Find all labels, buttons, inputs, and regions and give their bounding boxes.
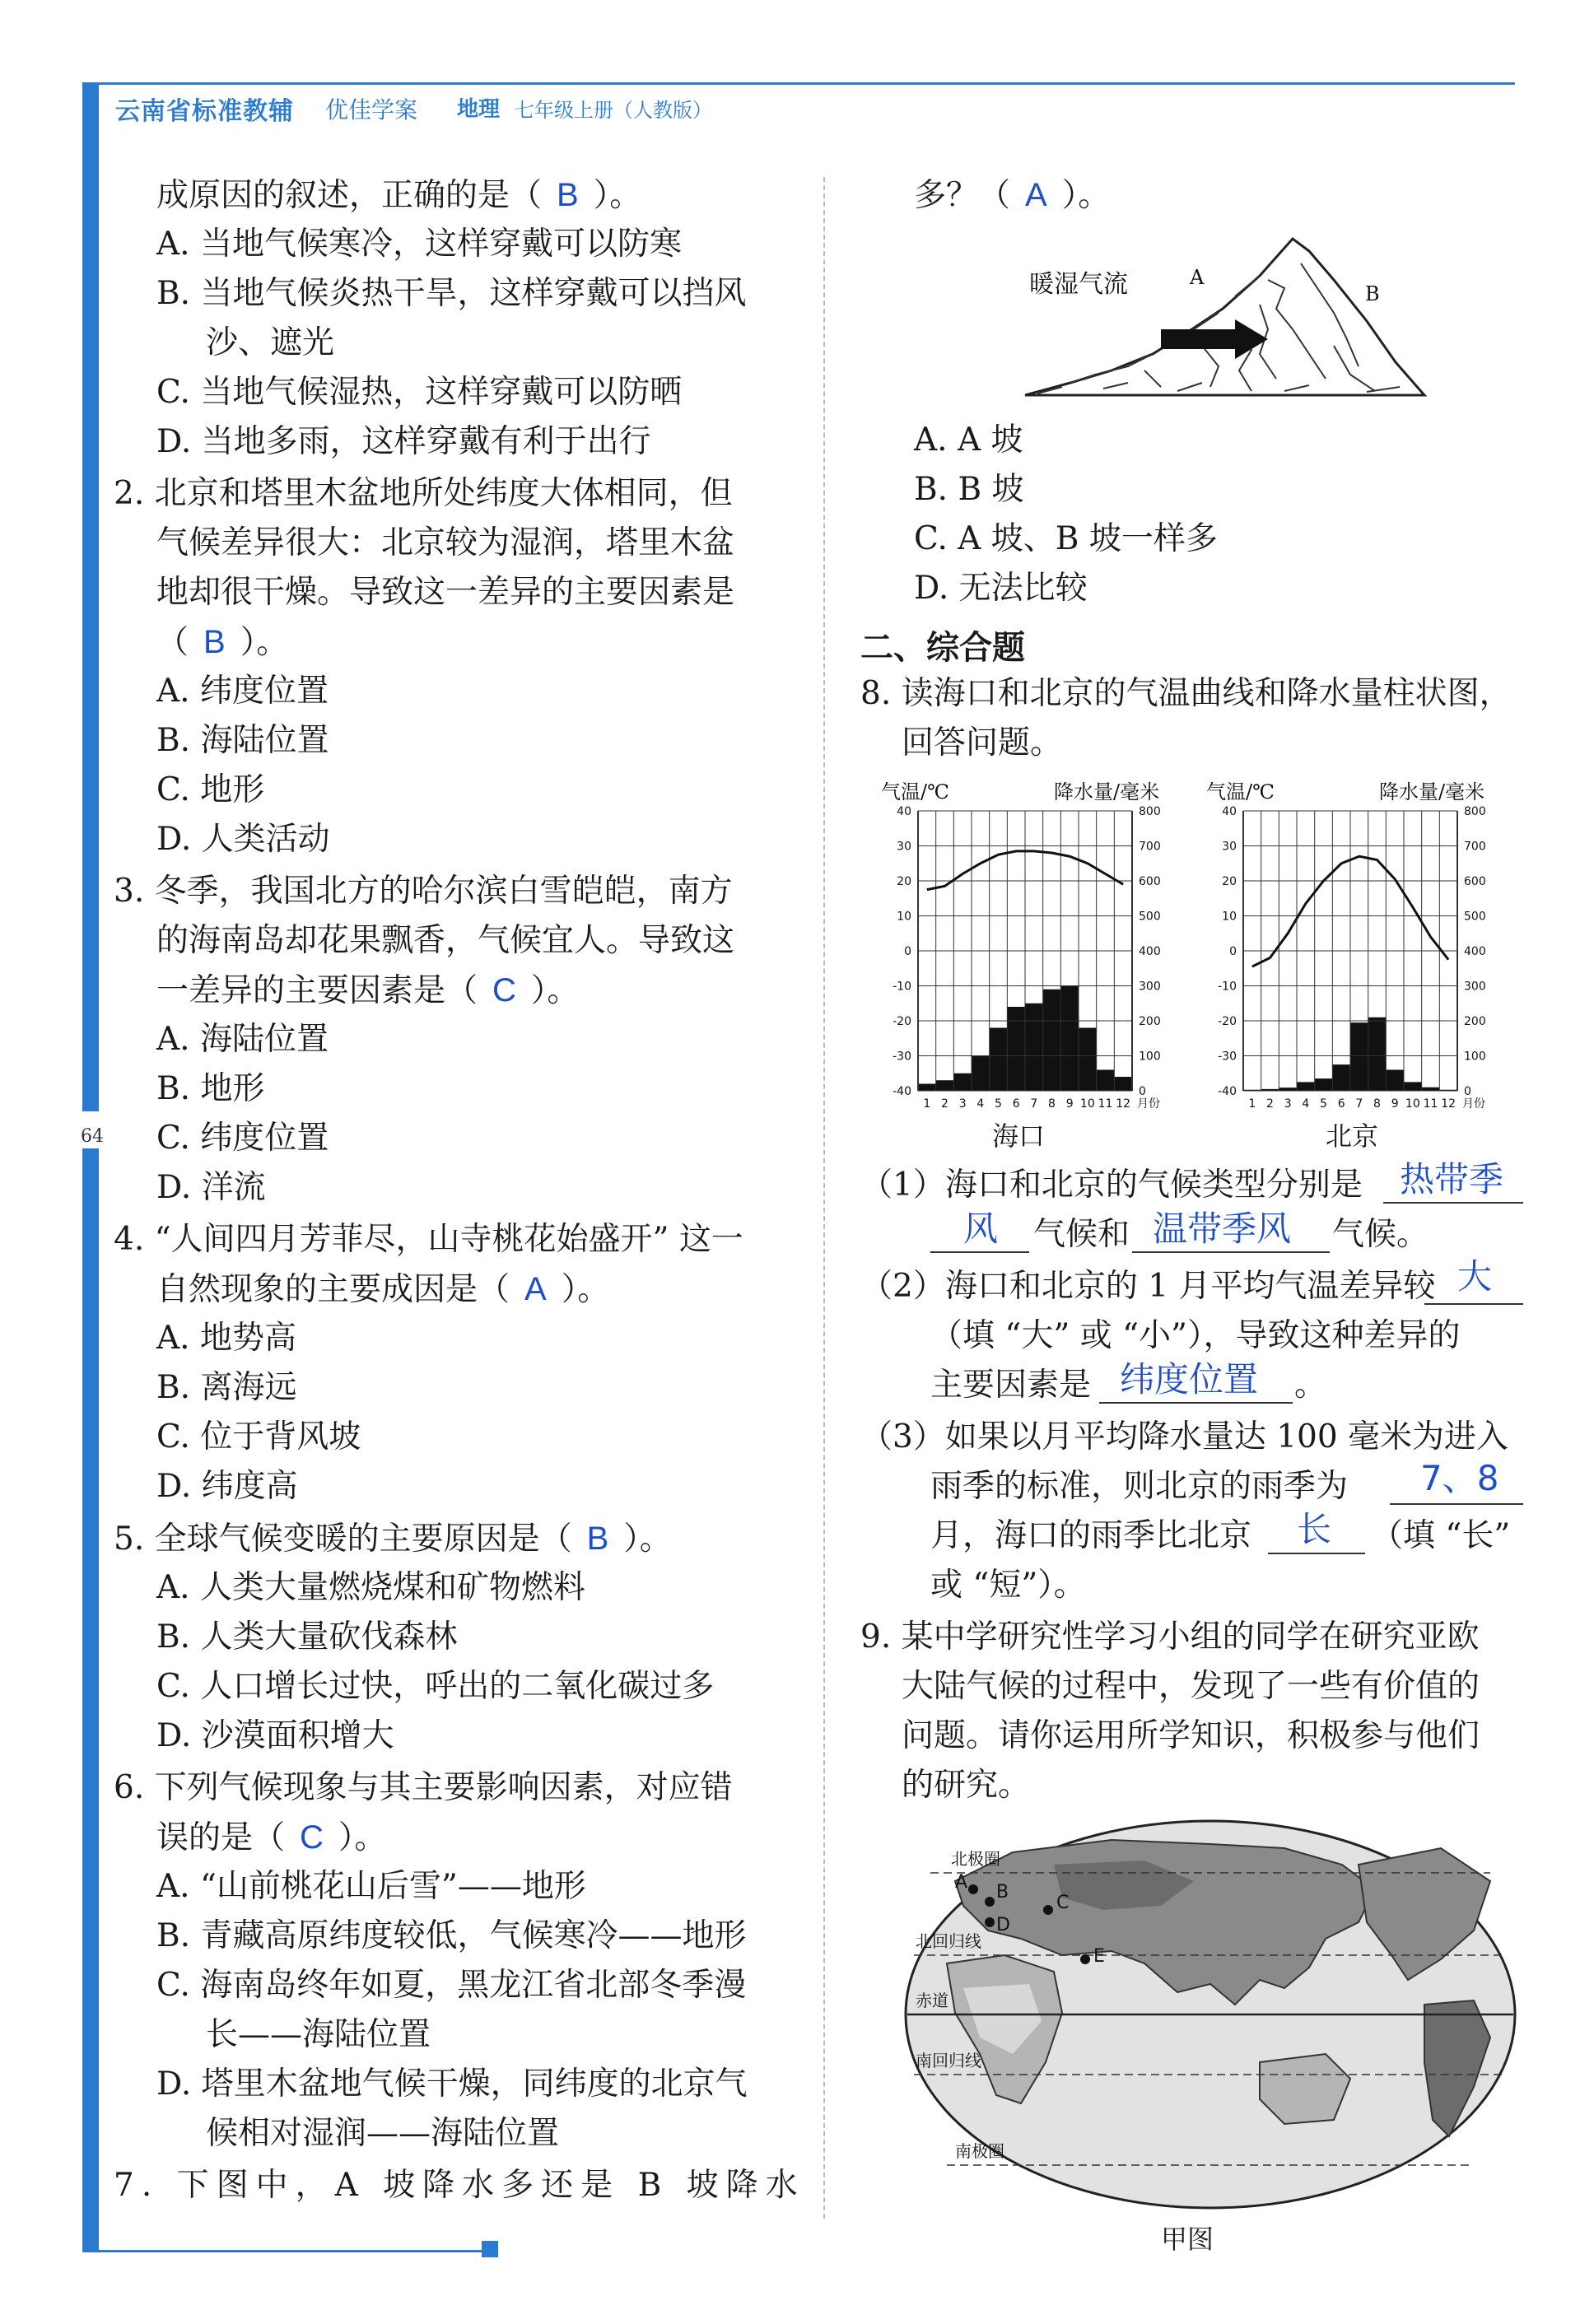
month-tick-label: 9 <box>1391 1097 1399 1111</box>
q9-line: 大陆气候的过程中，发现了一些有价值的 <box>902 1668 1480 1705</box>
precip-bar <box>918 1084 936 1092</box>
precip-bar <box>1043 990 1061 1091</box>
blank-line <box>1268 1553 1365 1554</box>
precip-tick-label: 400 <box>1464 945 1486 958</box>
q3-line: 的海南岛却花果飘香，气候宜人。导致这 <box>156 922 735 959</box>
precip-bar <box>1368 1018 1387 1091</box>
chart-caption-beijing: 北京 <box>1326 1120 1379 1152</box>
month-tick-label: 11 <box>1098 1097 1113 1111</box>
precip-bar <box>1025 1004 1043 1091</box>
page-number: 64 <box>81 1126 104 1147</box>
temp-tick-label: 40 <box>897 805 911 818</box>
q9-line: 问题。请你运用所学知识，积极参与他们 <box>902 1717 1480 1754</box>
label-antarctic-circle: 南极圈 <box>955 2141 1004 2161</box>
header-subject: 地理 <box>457 97 501 122</box>
temp-tick-label: 30 <box>1222 840 1237 854</box>
section-title: 二、综合题 <box>860 628 1025 667</box>
temp-tick-label: -40 <box>893 1085 911 1098</box>
temp-tick-label: 0 <box>904 945 911 958</box>
q3-option: B. 地形 <box>156 1070 265 1107</box>
precip-bar <box>990 1028 1008 1092</box>
label-equator: 赤道 <box>916 1991 948 2010</box>
temp-tick-label: 20 <box>1222 875 1237 888</box>
q2-answer: B <box>203 624 226 660</box>
precip-bar <box>1404 1082 1422 1091</box>
q5-answer: B <box>586 1521 609 1557</box>
month-tick-label: 3 <box>1284 1097 1292 1111</box>
precip-tick-label: 700 <box>1464 840 1486 854</box>
q1-option: B. 当地气候炎热干旱，这样穿戴可以挡风 <box>156 275 747 312</box>
temp-tick-label: -20 <box>893 1015 911 1028</box>
precip-bar <box>1386 1070 1404 1092</box>
precip-bar <box>1350 1022 1368 1091</box>
label-arctic-circle: 北极圈 <box>951 1849 1000 1869</box>
month-unit-label: 月份 <box>1462 1097 1485 1111</box>
precip-tick-label: 0 <box>1464 1085 1471 1098</box>
q7-option: A. A 坡 <box>914 421 1023 459</box>
precip-bar <box>972 1056 990 1092</box>
header-grade: 七年级上册（人教版） <box>515 99 712 122</box>
q3-answer: C <box>492 972 516 1008</box>
q7-answer: A <box>1025 177 1047 213</box>
q5-option: B. 人类大量砍伐森林 <box>156 1618 458 1656</box>
label-tropic-cancer: 北回归线 <box>916 1931 981 1951</box>
q8-3-text: 雨季的标准，则北京的雨季为 <box>930 1468 1349 1505</box>
q4-answer: A <box>524 1271 547 1307</box>
month-tick-label: 8 <box>1048 1097 1056 1111</box>
point-a: A <box>955 1872 968 1893</box>
q4-answer-line: 自然现象的主要成因是（ A ）。 <box>156 1271 610 1308</box>
q8-2-answer-2: 纬度位置 <box>1120 1359 1259 1400</box>
month-tick-label: 4 <box>976 1097 985 1111</box>
precip-tick-label: 500 <box>1139 910 1161 924</box>
month-tick-label: 12 <box>1116 1097 1131 1111</box>
q8-2-answer: 大 <box>1457 1256 1493 1297</box>
precip-tick-label: 400 <box>1139 945 1161 958</box>
month-tick-label: 8 <box>1373 1097 1381 1111</box>
precip-tick-label: 800 <box>1464 805 1486 818</box>
temp-tick-label: -30 <box>893 1050 911 1064</box>
blank-line <box>930 1251 1029 1253</box>
temp-axis-label: 气温/℃ <box>881 780 949 803</box>
q3-answer-line: 一差异的主要因素是（ C ）。 <box>156 972 580 1009</box>
q1-answer: B <box>557 177 579 213</box>
q8-3-text: （3）如果以月平均降水量达 100 毫米为进入 <box>860 1418 1509 1455</box>
month-tick-label: 7 <box>1355 1097 1363 1111</box>
month-tick-label: 7 <box>1030 1097 1038 1111</box>
temp-tick-label: -30 <box>1218 1050 1237 1064</box>
precip-axis-label: 降水量/毫米 <box>1054 780 1160 803</box>
blank-line <box>1390 1503 1523 1505</box>
chart-caption-haikou: 海口 <box>992 1120 1046 1152</box>
q2-line: 地却很干燥。导致这一差异的主要因素是 <box>156 574 735 611</box>
label-slope-a: A <box>1190 266 1205 289</box>
month-tick-label: 1 <box>1248 1097 1256 1111</box>
month-tick-label: 10 <box>1079 1097 1095 1111</box>
precip-bar <box>1279 1087 1297 1091</box>
month-tick-label: 6 <box>1012 1097 1020 1111</box>
temp-tick-label: -40 <box>1218 1085 1237 1098</box>
month-tick-label: 1 <box>923 1097 931 1111</box>
month-tick-label: 4 <box>1302 1097 1310 1111</box>
q6-option: A. “山前桃花山后雪”——地形 <box>156 1868 586 1905</box>
point-d: D <box>996 1915 1010 1935</box>
q8-3-answer: 7、8 <box>1420 1458 1499 1498</box>
climate-charts <box>877 778 1519 1124</box>
q4-option: B. 离海远 <box>156 1369 297 1406</box>
month-tick-label: 2 <box>1266 1097 1274 1111</box>
precip-tick-label: 100 <box>1464 1050 1486 1064</box>
q3-option: C. 纬度位置 <box>156 1120 329 1157</box>
q9-line: 的研究。 <box>902 1767 1031 1804</box>
q8-1-answer-1b: 风 <box>963 1209 999 1249</box>
precip-tick-label: 300 <box>1464 980 1486 994</box>
q2-line: 2. 北京和塔里木盆地所处纬度大体相同，但 <box>114 475 733 512</box>
q5-answer-line: 5. 全球气候变暖的主要原因是（ B ）。 <box>114 1521 672 1558</box>
precip-tick-label: 800 <box>1139 805 1161 818</box>
q1-option-cont: 沙、遮光 <box>206 324 335 361</box>
precip-bar <box>1422 1087 1440 1091</box>
blank-line <box>1424 1303 1523 1305</box>
temp-tick-label: -10 <box>1218 980 1237 994</box>
point-c: C <box>1056 1893 1070 1913</box>
q6-answer-line: 误的是（ C ）。 <box>156 1819 387 1856</box>
month-tick-label: 12 <box>1441 1097 1457 1111</box>
blank-line <box>1132 1251 1330 1253</box>
temp-tick-label: 40 <box>1222 805 1237 818</box>
precip-tick-label: 0 <box>1139 1085 1146 1098</box>
q2-line: 气候差异很大：北京较为湿润，塔里木盆 <box>156 524 735 561</box>
precip-tick-label: 100 <box>1139 1050 1161 1064</box>
q3-option: A. 海陆位置 <box>156 1021 329 1058</box>
q8-1-text: 气候。 <box>1332 1216 1429 1253</box>
q6-option-cont: 候相对湿润——海陆位置 <box>206 2115 560 2152</box>
month-unit-label: 月份 <box>1137 1097 1160 1111</box>
q5-option: C. 人口增长过快，呼出的二氧化碳过多 <box>156 1668 715 1705</box>
precip-bar <box>1060 986 1079 1092</box>
q8-1-text: 气候和 <box>1033 1216 1130 1253</box>
temp-tick-label: -20 <box>1218 1015 1237 1028</box>
temp-tick-label: 10 <box>1222 910 1237 924</box>
temp-tick-label: 10 <box>897 910 911 924</box>
map-caption: 甲图 <box>1161 2224 1214 2255</box>
footer-square <box>482 2241 498 2257</box>
q6-option: C. 海南岛终年如夏，黑龙江省北部冬季漫 <box>156 1967 747 2004</box>
precip-bar <box>1114 1077 1132 1091</box>
month-tick-label: 10 <box>1405 1097 1420 1111</box>
label-warm-air: 暖湿气流 <box>1029 270 1128 299</box>
temp-tick-label: 0 <box>1229 945 1237 958</box>
q8-line: 回答问题。 <box>902 724 1063 761</box>
q3-option: D. 洋流 <box>156 1169 266 1206</box>
mountain-figure <box>1021 231 1433 403</box>
q8-2-text: （2）海口和北京的 1 月平均气温差异较 <box>860 1268 1436 1305</box>
precip-tick-label: 200 <box>1464 1015 1486 1028</box>
precip-tick-label: 300 <box>1139 980 1161 994</box>
month-tick-label: 11 <box>1423 1097 1438 1111</box>
q7-option: D. 无法比较 <box>914 570 1088 607</box>
q4-option: A. 地势高 <box>156 1320 296 1357</box>
q8-3-text: （填 “长” <box>1371 1517 1511 1554</box>
precip-bar <box>1315 1078 1333 1091</box>
point-e: E <box>1093 1946 1105 1967</box>
q1-tail: 成原因的叙述，正确的是（ B ）。 <box>156 177 642 214</box>
q7-line: 7. 下图中，A 坡降水多还是 B 坡降水 <box>114 2167 805 2204</box>
precip-axis-label: 降水量/毫米 <box>1379 780 1485 803</box>
month-tick-label: 3 <box>958 1097 967 1111</box>
q8-1-answer-2: 温带季风 <box>1153 1209 1292 1249</box>
q6-option: D. 塔里木盆地气候干燥，同纬度的北京气 <box>156 2066 748 2103</box>
month-tick-label: 9 <box>1065 1097 1074 1111</box>
header-brand: 云南省标准教辅 <box>115 97 294 126</box>
precip-tick-label: 600 <box>1464 875 1486 888</box>
precip-tick-label: 600 <box>1139 875 1161 888</box>
point-b: B <box>996 1882 1009 1903</box>
precip-tick-label: 200 <box>1139 1015 1161 1028</box>
q2-option: B. 海陆位置 <box>156 722 329 759</box>
q8-3-text: 月，海口的雨季比北京 <box>930 1517 1252 1554</box>
q1-option: C. 当地气候湿热，这样穿戴可以防晒 <box>156 374 683 411</box>
temp-axis-label: 气温/℃ <box>1206 780 1275 803</box>
blank-line <box>1099 1402 1293 1404</box>
q6-line: 6. 下列气候现象与其主要影响因素，对应错 <box>114 1769 733 1806</box>
q4-option: C. 位于背风坡 <box>156 1418 361 1455</box>
q7-option: C. A 坡、B 坡一样多 <box>914 520 1218 557</box>
q8-2-text: 主要因素是 <box>930 1367 1092 1404</box>
month-tick-label: 5 <box>1320 1097 1327 1111</box>
side-bar-top <box>82 82 99 1111</box>
month-tick-label: 6 <box>1337 1097 1345 1111</box>
q8-1-answer-1a: 热带季 <box>1400 1159 1504 1199</box>
header-rule <box>82 82 1515 85</box>
label-slope-b: B <box>1365 282 1380 305</box>
footer-rule <box>82 2250 494 2252</box>
side-bar-bottom <box>82 1148 99 2252</box>
precip-bar <box>936 1080 954 1091</box>
precip-bar <box>1097 1070 1115 1092</box>
temp-tick-label: 20 <box>897 875 911 888</box>
q8-2-text: （填 “大” 或 “小”），导致这种差异的 <box>930 1317 1461 1354</box>
precip-tick-label: 700 <box>1139 840 1161 854</box>
month-tick-label: 2 <box>941 1097 948 1111</box>
month-tick-label: 5 <box>995 1097 1002 1111</box>
blank-line <box>1383 1202 1523 1204</box>
q6-option: B. 青藏高原纬度较低，气候寒冷——地形 <box>156 1917 747 1954</box>
precip-bar <box>1079 1028 1097 1092</box>
temp-tick-label: -10 <box>893 980 911 994</box>
q3-line: 3. 冬季，我国北方的哈尔滨白雪皑皑，南方 <box>114 873 733 910</box>
q8-1-text: （1）海口和北京的气候类型分别是 <box>860 1167 1363 1204</box>
precip-bar <box>953 1074 972 1091</box>
precip-bar <box>1297 1082 1315 1091</box>
q4-option: D. 纬度高 <box>156 1468 298 1505</box>
column-divider <box>823 177 825 2219</box>
q8-2-text: 。 <box>1294 1367 1327 1404</box>
q2-option: D. 人类活动 <box>156 821 330 858</box>
precip-bar <box>1007 1007 1025 1091</box>
precip-bar <box>1332 1064 1350 1091</box>
q6-option-cont: 长——海陆位置 <box>206 2016 431 2053</box>
q8-3-answer-2: 长 <box>1297 1509 1332 1549</box>
q8-line: 8. 读海口和北京的气温曲线和降水量柱状图， <box>860 675 1512 712</box>
q5-option: A. 人类大量燃烧煤和矿物燃料 <box>156 1569 585 1606</box>
q1-option: D. 当地多雨，这样穿戴有利于出行 <box>156 423 651 460</box>
precip-tick-label: 500 <box>1464 910 1486 924</box>
temp-tick-label: 30 <box>897 840 911 854</box>
q7-option: B. B 坡 <box>914 471 1024 508</box>
q1-option: A. 当地气候寒冷，这样穿戴可以防寒 <box>156 226 682 263</box>
label-tropic-capricorn: 南回归线 <box>916 2051 981 2070</box>
q2-answer-line: （ B ）。 <box>156 624 289 661</box>
q2-option: A. 纬度位置 <box>156 673 329 710</box>
q7-tail: 多？（ A ）。 <box>914 177 1111 214</box>
q6-answer: C <box>300 1819 324 1856</box>
q8-3-text: 或 “短”）。 <box>930 1567 1086 1604</box>
q4-line: 4. “人间四月芳菲尽，山寺桃花始盛开” 这一 <box>114 1221 743 1258</box>
q2-option: C. 地形 <box>156 771 265 808</box>
q5-option: D. 沙漠面积增大 <box>156 1717 394 1754</box>
world-climate-map <box>897 1815 1523 2215</box>
header-series: 优佳学案 <box>325 96 418 123</box>
q9-line: 9. 某中学研究性学习小组的同学在研究亚欧 <box>860 1618 1480 1656</box>
